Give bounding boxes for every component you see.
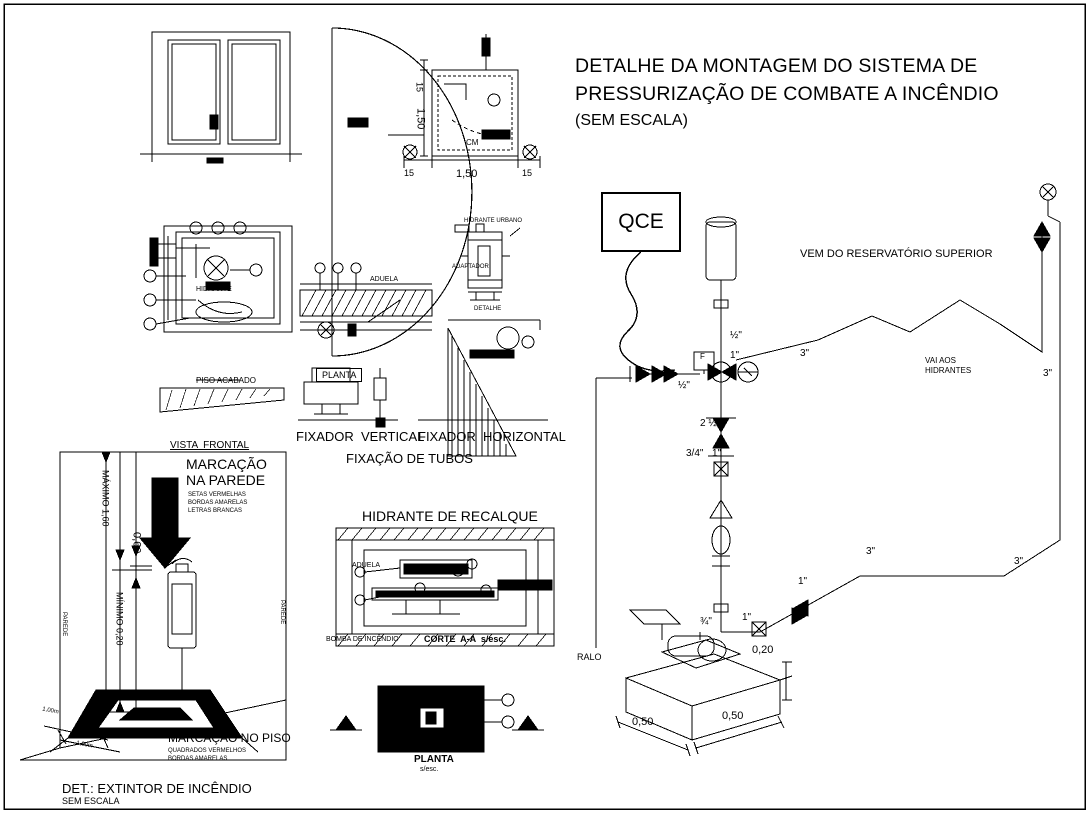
wall-mark-note-2: BORDAS AMARELAS (188, 500, 248, 506)
note-to-hydrants-line2: HIDRANTES (925, 366, 972, 375)
wall-mark-line1: MARCAÇÃO (186, 456, 267, 472)
wall-mark-line2: NA PAREDE (186, 472, 266, 488)
valve-box-inner-label: HIDRANTE (196, 286, 232, 293)
drain-label: RALO (577, 652, 602, 662)
title-line-2: PRESSURIZAÇÃO DE COMBATE A INCÊNDIO (575, 83, 999, 106)
wall-mark-note-1: SETAS VERMELHAS (188, 492, 246, 498)
base-dim-left: 0,50 (632, 716, 654, 728)
floor-mark-note-1: QUADRADOS VERMELHOS (168, 748, 247, 754)
note-to-hydrants-line1: VAI AOS (925, 356, 956, 365)
extinguisher-floor-note: PISO ACABADO (196, 376, 257, 385)
pipe-size-one-low: 1" (742, 612, 752, 623)
extinguisher-section-subtitle: SEM ESCALA (62, 796, 120, 806)
pipe-size-three-quarter-mid: 3/4" (686, 448, 704, 459)
pipe-size-three-d: 3" (1014, 556, 1024, 567)
title-line-1: DETALHE DA MONTAGEM DO SISTEMA DE (575, 55, 978, 77)
pipe-size-half-left: ½" (678, 380, 690, 391)
qce-panel-box (601, 192, 681, 252)
fixador-horizontal-label: FIXADOR HORIZONTAL (418, 429, 566, 444)
niche-dim-left: 15 (404, 168, 415, 178)
plan-label-fixador: PLANTA (316, 368, 362, 382)
recalque-note-adapter: ADUELA (352, 562, 381, 569)
pipe-size-one-mid: 1" (712, 448, 722, 459)
recalque-note-left: BOMBA DE INCÊNDIO (326, 636, 399, 643)
pipe-size-three-c: 3" (866, 546, 876, 557)
niche-dim-right: 15 (522, 168, 533, 178)
floor-mark-note-2: BORDAS AMARELAS (168, 756, 228, 762)
recalque-plan-label: PLANTA (414, 754, 454, 765)
pipe-fixing-section-title: FIXAÇÃO DE TUBOS (346, 451, 473, 466)
niche-inner-label: CM (466, 138, 479, 147)
recalque-title: HIDRANTE DE RECALQUE (362, 508, 538, 524)
note-from-reservoir: VEM DO RESERVATÓRIO SUPERIOR (800, 248, 993, 260)
dim-max-label: MÁXIMO 1,60 (100, 470, 111, 527)
title-block (575, 52, 1075, 132)
pipe-size-half-top: ½" (730, 330, 742, 341)
extinguisher-section-title: DET.: EXTINTOR DE INCÊNDIO (62, 781, 252, 796)
hydrant-label-adapter: ADAPTADOR (452, 264, 489, 270)
wall-left-label: PAREDE (60, 612, 67, 637)
dim-min-label: MÍNIMO 0,20 (114, 592, 125, 646)
recalque-plan-scale: s/esc. (420, 766, 439, 773)
pipe-size-three-a: 3" (800, 348, 810, 359)
slab-adapter-label: ADUELA (370, 276, 399, 283)
pipe-size-three-quarter-low: ¾" (700, 616, 712, 627)
qce-panel-label: QCE (618, 210, 664, 233)
pipe-size-one-top: 1" (730, 350, 740, 361)
niche-dim-bottom: 1,50 (456, 168, 478, 180)
dim-sign-label: 0,60 (130, 532, 143, 554)
base-dim-height: 0,20 (752, 644, 774, 656)
pipe-size-one-diag: 1" (798, 576, 808, 587)
pipe-size-two-half: 2 ½" (700, 418, 721, 429)
dim-floor-b: 1,00m (75, 740, 94, 750)
title-line-3: (SEM ESCALA) (575, 111, 688, 129)
recalque-cut-label: CORTE A-A s/esc. (424, 634, 506, 644)
front-view-label: VISTA FRONTAL (170, 440, 250, 451)
hydrant-label-detail: DETALHE (474, 306, 502, 312)
pipe-size-three-b: 3" (1043, 368, 1053, 379)
base-dim-right: 0,50 (722, 710, 744, 722)
dim-floor-a: 1,00m (41, 706, 60, 716)
niche-dim-top: 15 (414, 82, 425, 93)
wall-mark-note-3: LETRAS BRANCAS (188, 508, 243, 514)
wall-right-label: PAREDE (278, 600, 285, 625)
floor-mark-label: MARCAÇÃO NO PISO (168, 731, 291, 745)
flow-switch-label: F (700, 352, 705, 361)
fixador-vertical-label: FIXADOR VERTICAL (296, 429, 425, 444)
niche-dim-vertical: 1,50 (414, 108, 427, 130)
hydrant-label-top: HIDRANTE URBANO (464, 218, 523, 224)
